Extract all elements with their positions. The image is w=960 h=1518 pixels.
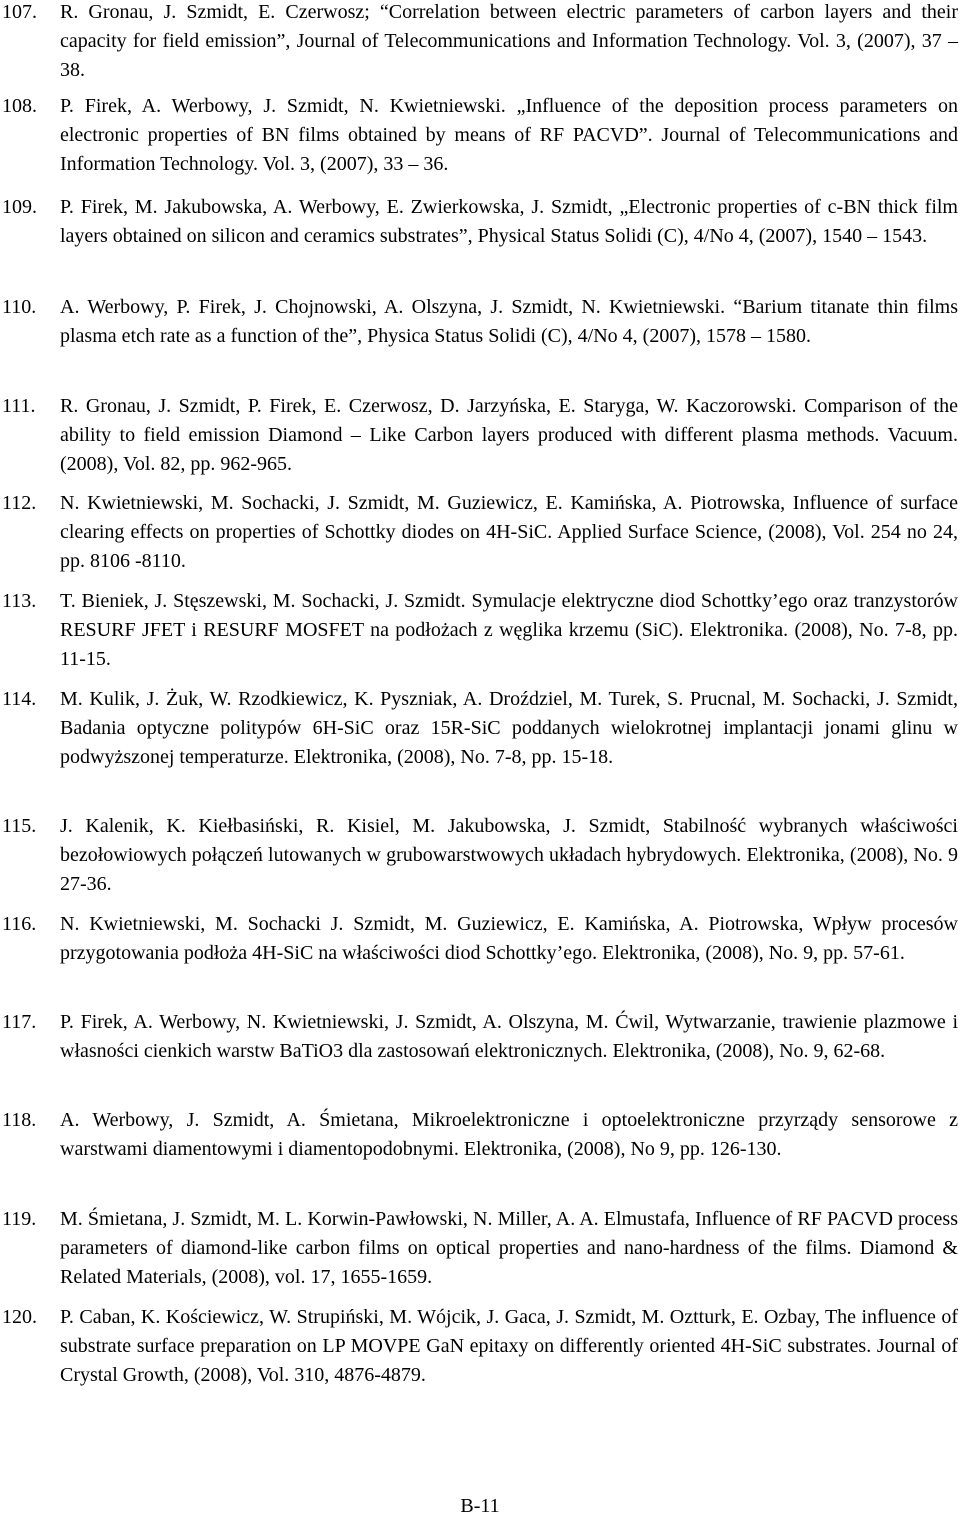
reference-item (0, 910, 960, 968)
page-number: B-11 (460, 1495, 500, 1517)
reference-text: P. Firek, M. Jakubowska, A. Werbowy, E. Zwierkowska, J. Szmidt, „Electronic properties of c-BN thick film layers obtained on silicon and ceramics substrates”, Physical Status Solidi (C), 4/No 4, (2007), 1540 – 1543. (60, 196, 958, 247)
reference-item (0, 1303, 960, 1390)
reference-number: 109. (2, 196, 37, 218)
reference-text: N. Kwietniewski, M. Sochacki J. Szmidt, M. Guziewicz, E. Kamińska, A. Piotrowska, Wpływ procesów przygotowania podłoża 4H-SiC na właściwości diod Schottky’ego. Elektronika, (2008), No. 9, pp. 57-61. (60, 913, 958, 964)
reference-item (0, 587, 960, 674)
reference-number: 110. (2, 296, 37, 318)
reference-number: 108. (2, 95, 37, 117)
reference-item (0, 489, 960, 576)
reference-number: 116. (2, 913, 37, 935)
reference-text: P. Firek, A. Werbowy, N. Kwietniewski, J. Szmidt, A. Olszyna, M. Ćwil, Wytwarzanie, trawienie plazmowe i własności cienkich warstw BaTiO3 dla zastosowań elektronicznych. Elektronika, (2008), No. 9, 62-68. (60, 1011, 958, 1062)
reference-text: R. Gronau, J. Szmidt, P. Firek, E. Czerwosz, D. Jarzyńska, E. Staryga, W. Kaczorowski. Comparison of the ability to field emission Diamond – Like Carbon layers produced with different plasma methods. Vacuum. (2008), Vol. 82, pp. 962-965. (60, 395, 958, 475)
reference-text: J. Kalenik, K. Kiełbasiński, R. Kisiel, M. Jakubowska, J. Szmidt, Stabilność wybranych właściwości bezołowiowych połączeń lutowanych w grubowarstwowych układach hybrydowych. Elektronika, (2008), No. 9 27-36. (60, 815, 958, 895)
reference-number: 117. (2, 1011, 37, 1033)
reference-number: 118. (2, 1109, 37, 1131)
reference-text: T. Bieniek, J. Stęszewski, M. Sochacki, J. Szmidt. Symulacje elektryczne diod Schottky’ego oraz tranzystorów RESURF JFET i RESURF MOSFET na podłożach z węglika krzemu (SiC). Elektronika. (2008), No. 7-8, pp. 11-15. (60, 590, 958, 670)
reference-text: P. Caban, K. Kościewicz, W. Strupiński, M. Wójcik, J. Gaca, J. Szmidt, M. Oztturk, E. Ozbay, The influence of substrate surface preparation on LP MOVPE GaN epitaxy on differently oriented 4H-SiC substrates. Journal of Crystal Growth, (2008), Vol. 310, 4876-4879. (60, 1306, 958, 1386)
reference-text: A. Werbowy, P. Firek, J. Chojnowski, A. Olszyna, J. Szmidt, N. Kwietniewski. “Barium titanate thin films plasma etch rate as a function of the”, Physica Status Solidi (C), 4/No 4, (2007), 1578 – 1580. (60, 296, 958, 347)
reference-item (0, 392, 960, 479)
reference-item (0, 293, 960, 351)
reference-text: N. Kwietniewski, M. Sochacki, J. Szmidt, M. Guziewicz, E. Kamińska, A. Piotrowska, Influence of surface clearing effects on properties of Schottky diodes on 4H-SiC. Applied Surface Science, (2008), Vol. 254 no 24, pp. 8106 -8110. (60, 492, 958, 572)
reference-text: M. Kulik, J. Żuk, W. Rzodkiewicz, K. Pyszniak, A. Droździel, M. Turek, S. Prucnal, M. Sochacki, J. Szmidt, Badania optyczne politypów 6H-SiC oraz 15R-SiC poddanych wielokrotnej implantacji jonami glinu w podwyższonej temperaturze. Elektronika, (2008), No. 7-8, pp. 15-18. (60, 688, 958, 768)
reference-number: 120. (2, 1306, 37, 1328)
reference-text: R. Gronau, J. Szmidt, E. Czerwosz; “Correlation between electric parameters of carbon layers and their capacity for field emission”, Journal of Telecommunications and Information Technology. Vol. 3, (2007), 37 – 38. (60, 1, 958, 81)
reference-number: 119. (2, 1208, 37, 1230)
reference-item (0, 1008, 960, 1066)
reference-number: 113. (2, 590, 37, 612)
reference-text: A. Werbowy, J. Szmidt, A. Śmietana, Mikroelektroniczne i optoelektroniczne przyrządy sensorowe z warstwami diamentowymi i diamentopodobnymi. Elektronika, (2008), No 9, pp. 126-130. (60, 1109, 958, 1160)
reference-item (0, 0, 960, 85)
reference-number: 111. (2, 395, 36, 417)
reference-item (0, 812, 960, 899)
reference-item (0, 92, 960, 179)
reference-item (0, 1106, 960, 1164)
reference-item (0, 1205, 960, 1292)
reference-number: 115. (2, 815, 37, 837)
reference-number: 114. (2, 688, 37, 710)
reference-text: P. Firek, A. Werbowy, J. Szmidt, N. Kwietniewski. „Influence of the deposition process parameters on electronic properties of BN films obtained by means of RF PACVD”. Journal of Telecommunications and Information Technology. Vol. 3, (2007), 33 – 36. (60, 95, 958, 175)
reference-item (0, 685, 960, 772)
reference-item (0, 193, 960, 251)
reference-text: M. Śmietana, J. Szmidt, M. L. Korwin-Pawłowski, N. Miller, A. A. Elmustafa, Influence of RF PACVD process parameters of diamond-like carbon films on optical properties and nano-hardness of the films. Diamond & Related Materials, (2008), vol. 17, 1655-1659. (60, 1208, 958, 1288)
reference-number: 107. (2, 1, 37, 23)
reference-number: 112. (2, 492, 37, 514)
